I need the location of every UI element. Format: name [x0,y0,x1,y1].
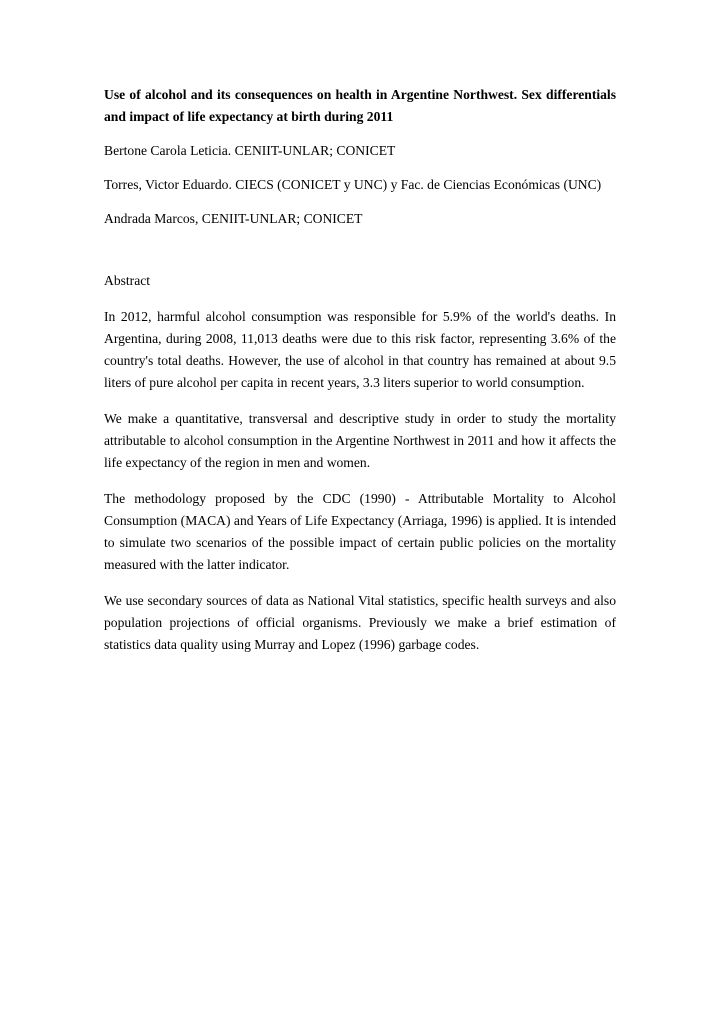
abstract-heading: Abstract [104,273,151,288]
paper-title: Use of alcohol and its consequences on health in Argentine Northwest. Sex differentials and impact of life expectancy at birth during 2011 [104,87,616,124]
abstract-paragraph-4: We use secondary sources of data as National Vital statistics, specific health surveys and also population projections of official organisms. Previously we make a brief estimation of statistics data quality using Murray and Lopez (1996) garbage codes. [104,593,616,652]
author-3: Andrada Marcos, CENIIT-UNLAR; CONICET [104,211,363,226]
author-1: Bertone Carola Leticia. CENIIT-UNLAR; CONICET [104,143,396,158]
abstract-paragraph-3: The methodology proposed by the CDC (1990) - Attributable Mortality to Alcohol Consumption (MACA) and Years of Life Expectancy (Arriaga, 1996) is applied. It is intended to simulate two scenarios of the possible impact of certain public policies on the mortality measured with the latter indicator. [104,491,616,572]
abstract-paragraph-1: In 2012, harmful alcohol consumption was responsible for 5.9% of the world's deaths. In Argentina, during 2008, 11,013 deaths were due to this risk factor, representing 3.6% of the country's total deaths. However, the use of alcohol in that country has remained at about 9.5 liters of pure alcohol per capita in recent years, 3.3 liters superior to world consumption. [104,309,616,390]
author-2: Torres, Victor Eduardo. CIECS (CONICET y UNC) y Fac. de Ciencias Económicas (UNC) [104,177,602,192]
abstract-paragraph-2: We make a quantitative, transversal and descriptive study in order to study the mortality attributable to alcohol consumption in the Argentine Northwest in 2011 and how it affects the life expectancy of the region in men and women. [104,411,616,470]
